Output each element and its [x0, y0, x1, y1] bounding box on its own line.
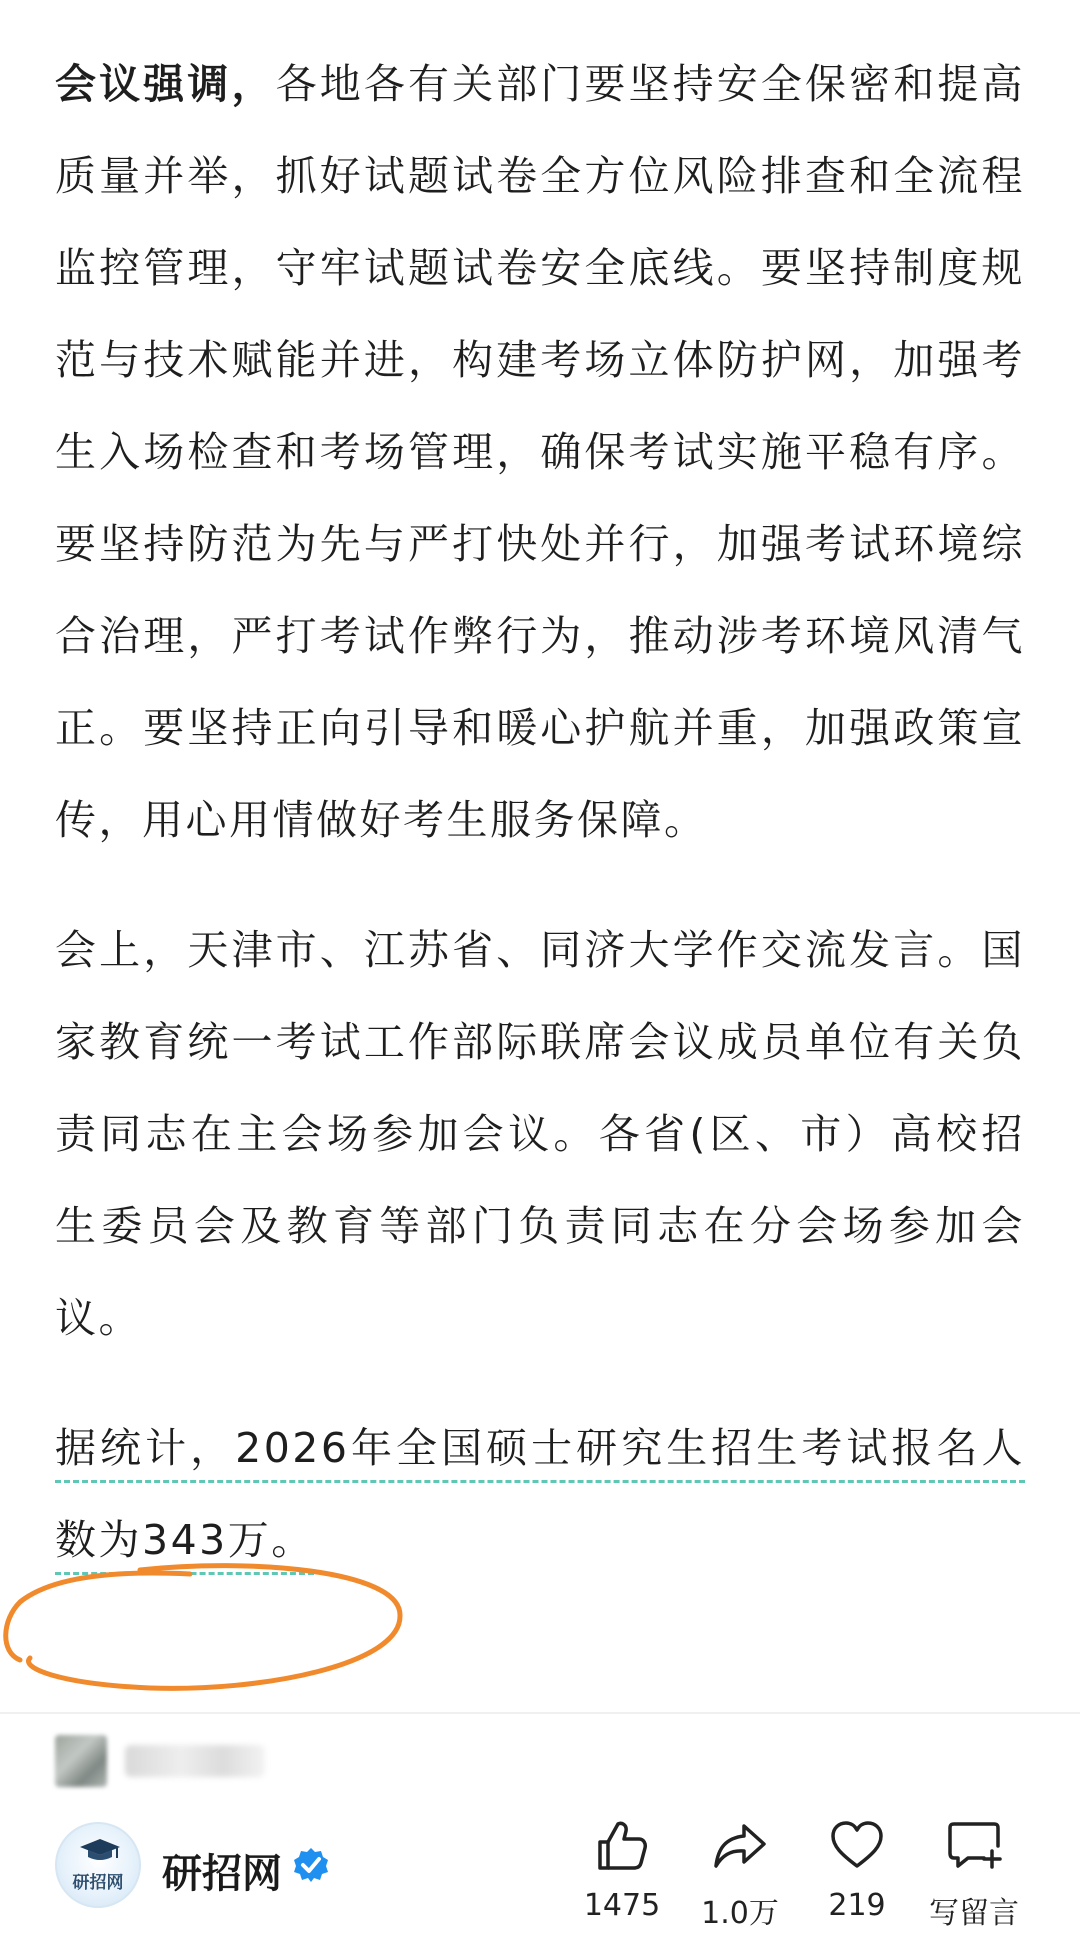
comment-label: 写留言 [929, 1896, 1019, 1931]
comment-button[interactable] [919, 1818, 1029, 1932]
blurred-avatar [55, 1735, 107, 1787]
blurred-recommendation[interactable] [55, 1735, 315, 1787]
comment-bubble-icon [946, 1818, 1002, 1874]
share-count: 1.0万 [701, 1896, 779, 1931]
favorite-count: 219 [828, 1888, 886, 1923]
verified-badge-icon [292, 1846, 330, 1884]
paragraph-meeting-emphasis [55, 38, 1025, 866]
paragraph-lead: 会议强调， [55, 60, 276, 108]
blurred-text [125, 1745, 265, 1777]
like-button[interactable] [567, 1818, 677, 1923]
share-arrow-icon [712, 1818, 768, 1874]
like-count: 1475 [583, 1888, 661, 1923]
highlighted-statistic[interactable]: 据统计，2026年全国硕士研究生招生考试报名人数为343万。 [55, 1424, 1025, 1564]
favorite-button[interactable] [802, 1818, 912, 1923]
paragraph-statistics [55, 1402, 1025, 1586]
author-avatar[interactable] [55, 1822, 141, 1908]
author-name[interactable]: 研招网 [162, 1851, 282, 1897]
avatar-text: 研招网 [72, 1873, 124, 1893]
article-footer-bar [0, 1800, 1080, 1945]
section-divider [0, 1712, 1080, 1714]
graduation-cap-icon [79, 1838, 121, 1862]
article-body [55, 38, 1025, 1586]
paragraph-text: 各地各有关部门要坚持安全保密和提高质量并举，抓好试题试卷全方位风险排查和全流程监控管理，守牢试题试卷安全底线。要坚持制度规范与技术赋能并进，构建考场立体防护网，加强考生入场检查和考场管理，确保考试实施平稳有序。要坚持防范为先与严打快处并行，加强考试环境综合治理，严打考试作弊行为，推动涉考环境风清气正。要坚持正向引导和暖心护航并重，加强政策宣传，用心用情做好考生服务保障。 [55, 60, 1026, 844]
thumbs-up-icon [594, 1818, 650, 1874]
share-button[interactable] [685, 1818, 795, 1932]
heart-icon [829, 1818, 885, 1874]
paragraph-meeting-attendees: 会上，天津市、江苏省、同济大学作交流发言。国家教育统一考试工作部际联席会议成员单位有关负责同志在主会场参加会议。各省(区、市）高校招生委员会及教育等部门负责同志在分会场参加会议。 [55, 926, 1025, 1342]
